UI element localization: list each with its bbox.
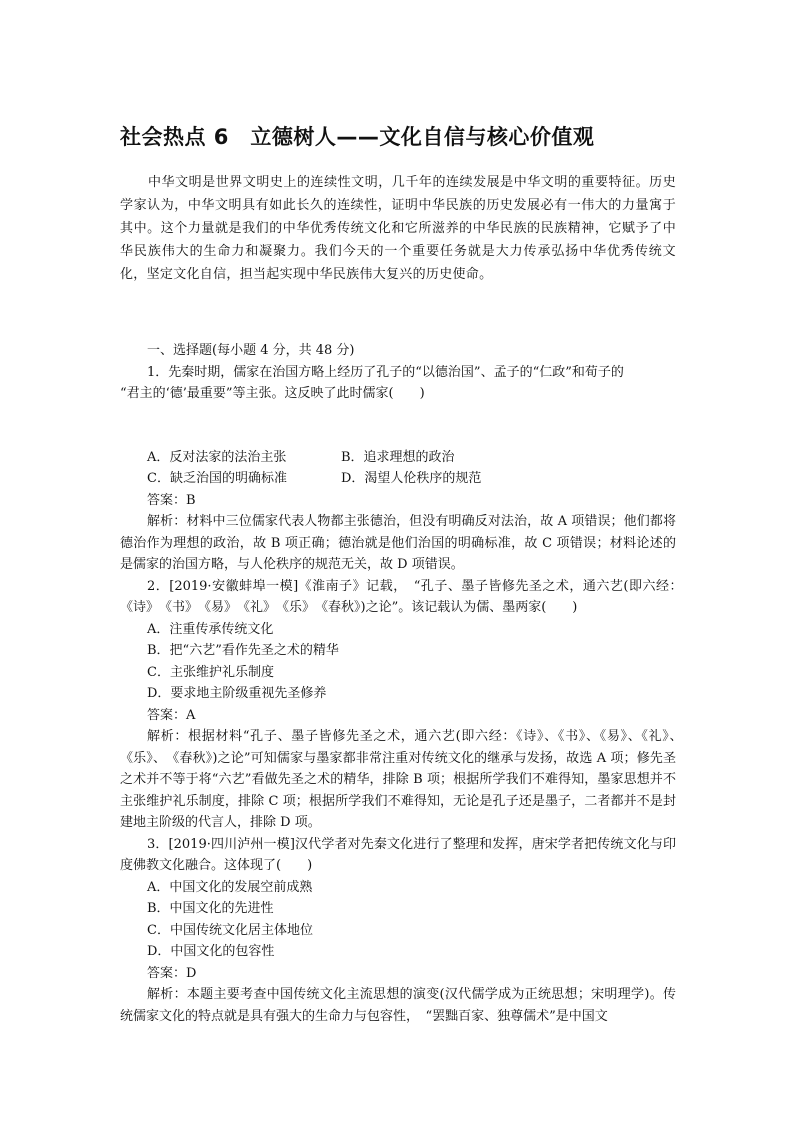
answer-label: 答案：A: [147, 707, 196, 723]
question-stem: 2．[2019·安徽蚌埠一模]《淮南子》记载， “孔子、墨子皆修先圣之术，通六艺(即六经： 《诗》 《书》 《易》 《礼》 《乐》 《春秋》)之论”。该记载认为儒、墨两家( ): [120, 578, 690, 615]
question-stem: 3．[2019·四川泸州一模]汉代学者对先秦文化进行了整理和发挥，唐宋学者把传统文化与印度佛教文化融合。这体现了( ): [120, 836, 676, 873]
option-d: D．渴望人伦秩序的规范: [341, 471, 482, 486]
option-c: C．主张维护礼乐制度: [147, 664, 274, 680]
intro-paragraph: 中华文明是世界文明史上的连续性文明，几千年的连续发展是中华文明的重要特征。历史学家认为，中华文明具有如此长久的连续性，证明中华民族的历史发展必有一伟大的力量寓于其中。这个力量就是我们的中华优秀传统文化和它所滋养的中华民族的民族精神，它赋予了中华民族伟大的生命力和凝聚力。我们今天的一个重要任务就是大力传承弘扬中华优秀传统文化，坚定文化自信，担当起实现中华民族伟大复兴的历史使命。: [120, 175, 676, 282]
option-a: A．反对法家的法治主张: [147, 449, 287, 465]
answer-label: 答案：B: [147, 492, 196, 508]
option-d: D．要求地主阶级重视先圣修养: [147, 686, 327, 701]
option-b: B．把“六艺”看作先圣之术的精华: [147, 643, 339, 658]
option-a: A．中国文化的发展空前成熟: [147, 879, 313, 895]
answer-gap: [120, 405, 676, 447]
analysis-text: 解析：根据材料“孔子、墨子皆修先圣之术，通六艺(即六经：《诗》、《书》、《易》、《礼》、 《乐》、 《春秋》)之论”可知儒家与墨家都非常注重对传统文化的继承与发扬，故选 A 项；修先圣之术并不等于将“六艺”看做先圣之术的精华，排除 B 项；根据所学我们不难得知，墨家思想并不主张维护礼乐制度，排除 C 项；根据所学我们不难得知，无论是孔子还是墨子，二者都并不是封建地主阶级的代言人，排除 D 项。: [120, 729, 690, 830]
option-c: C．中国传统文化居主体地位: [147, 922, 313, 938]
options-row: [120, 447, 676, 469]
question-stem-continued: “君主的‘德’最重要”等主张。这反映了此时儒家( ): [120, 386, 425, 401]
analysis-text: 解析：本题主要考查中国传统文化主流思想的演变(汉代儒学成为正统思想；宋明理学)。传统儒家文化的特点就是具有强大的生命力与包容性， “罢黜百家、独尊儒术”是中国文: [120, 987, 676, 1024]
option-d: D．中国文化的包容性: [147, 944, 275, 959]
option-b: B．中国文化的先进性: [147, 901, 274, 916]
options-row: [120, 468, 676, 490]
question-3: [120, 834, 676, 1028]
question-1: [120, 362, 676, 576]
question-2: [120, 576, 690, 834]
option-a: A．注重传承传统文化: [147, 621, 274, 637]
answer-label: 答案：D: [147, 965, 197, 981]
question-section: [120, 340, 690, 1027]
option-c: C．缺乏治国的明确标准: [147, 471, 287, 486]
page-title: 社会热点 6 立德树人——文化自信与核心价值观: [120, 125, 595, 149]
analysis-text: 解析：材料中三位儒家代表人物都主张德治，但没有明确反对法治，故 A 项错误；他们都将德治作为理想的政治，故 B 项正确；德治就是他们治国的明确标准，故 C 项错误；材料论述的是儒家的治国方略，与人伦秩序的规范无关，故 D 项错误。: [120, 514, 676, 572]
question-stem: 1．先秦时期，儒家在治国方略上经历了孔子的“以德治国”、孟子的“仁政”和荀子的: [147, 364, 624, 380]
option-b: B．追求理想的政治: [341, 449, 455, 465]
section-heading: 一、选择题(每小题 4 分，共 48 分): [147, 343, 355, 358]
